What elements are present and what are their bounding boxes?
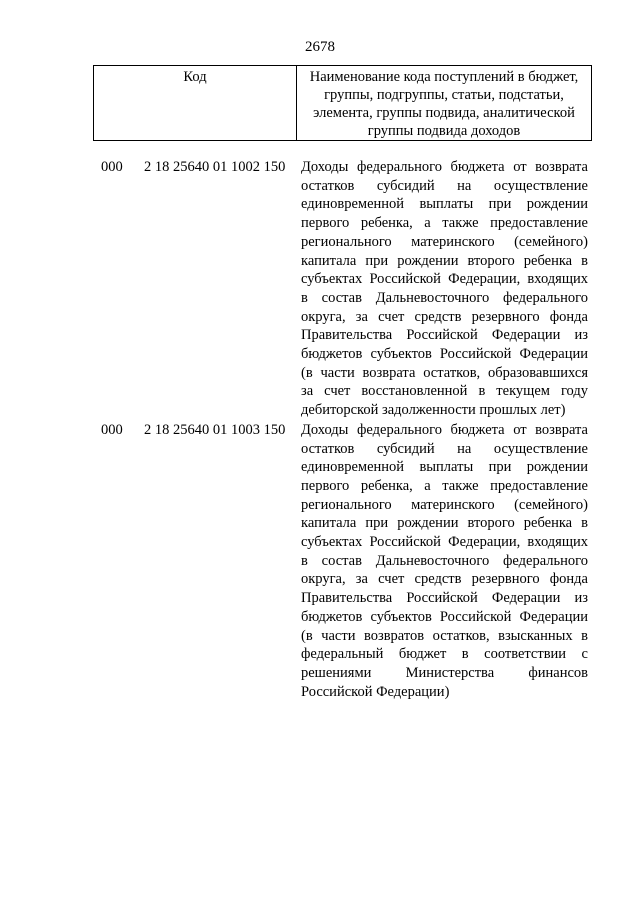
revenue-code: 2 18 25640 01 1002 150 — [144, 159, 286, 175]
description-line: в состав Дальневосточного федерального — [301, 552, 588, 569]
description-line: федеральный бюджет в соответствии с — [301, 646, 588, 663]
description-line: округа, за счет средств резервного фонда — [301, 571, 588, 588]
admin-code: 000 — [101, 159, 123, 175]
description-line: Российской Федерации) — [301, 683, 450, 700]
header-name-line: группы, подгруппы, статьи, подстатьи, — [324, 87, 564, 103]
description-line: округа, за счет средств резервного фонда — [301, 308, 588, 325]
revenue-code: 2 18 25640 01 1003 150 — [144, 421, 286, 438]
header-code-label: Код — [183, 69, 207, 85]
revenue-description — [301, 421, 588, 702]
description-line: Доходы федерального бюджета от возврата — [301, 421, 588, 438]
description-line: Правительства Российской Федерации из — [301, 590, 588, 607]
description-line: субъектах Российской Федерации, входящих — [301, 534, 588, 551]
table-body — [0, 158, 640, 701]
description-line: первого ребенка, а также предоставление — [301, 215, 588, 232]
description-line: остатков субсидий на осуществление — [301, 440, 588, 457]
revenue-description — [301, 158, 588, 420]
description-line: бюджетов субъектов Российской Федерации — [301, 346, 588, 363]
header-name-line: группы подвида доходов — [367, 123, 521, 139]
description-line: остатков субсидий на осуществление — [301, 177, 588, 194]
description-line: дебиторской задолженности прошлых лет) — [301, 402, 566, 419]
description-line: бюджетов субъектов Российской Федерации — [301, 608, 588, 625]
description-line: первого ребенка, а также предоставление — [301, 477, 588, 494]
description-line: решениями Министерства финансов — [301, 664, 588, 681]
description-line: субъектах Российской Федерации, входящих — [301, 271, 588, 288]
description-line: (в части возвратов остатков, взысканных в — [301, 627, 588, 644]
table-header — [93, 65, 592, 141]
page-number: 2678 — [305, 39, 335, 55]
table-row — [0, 158, 640, 420]
admin-code: 000 — [101, 421, 123, 438]
header-name-line: Наименование кода поступлений в бюджет, — [309, 69, 579, 85]
table-row — [0, 421, 640, 702]
description-line: капитала при рождении второго ребенка в — [301, 515, 588, 532]
description-line: регионального материнского (семейного) — [301, 496, 588, 513]
description-line: капитала при рождении второго ребенка в — [301, 252, 588, 269]
description-line: Доходы федерального бюджета от возврата — [301, 159, 588, 175]
description-line: регионального материнского (семейного) — [301, 233, 588, 250]
header-code-cell — [94, 66, 297, 140]
description-line: (в части возврата остатков, образовавшихся — [301, 364, 588, 381]
description-line: единовременной выплаты при рождении — [301, 459, 588, 476]
header-name-line: элемента, группы подвида, аналитической — [313, 105, 575, 121]
description-line: за счет восстановленной в текущем году — [301, 383, 588, 400]
description-line: в состав Дальневосточного федерального — [301, 289, 588, 306]
header-name-cell — [297, 66, 591, 140]
description-line: единовременной выплаты при рождении — [301, 196, 588, 213]
description-line: Правительства Российской Федерации из — [301, 327, 588, 344]
